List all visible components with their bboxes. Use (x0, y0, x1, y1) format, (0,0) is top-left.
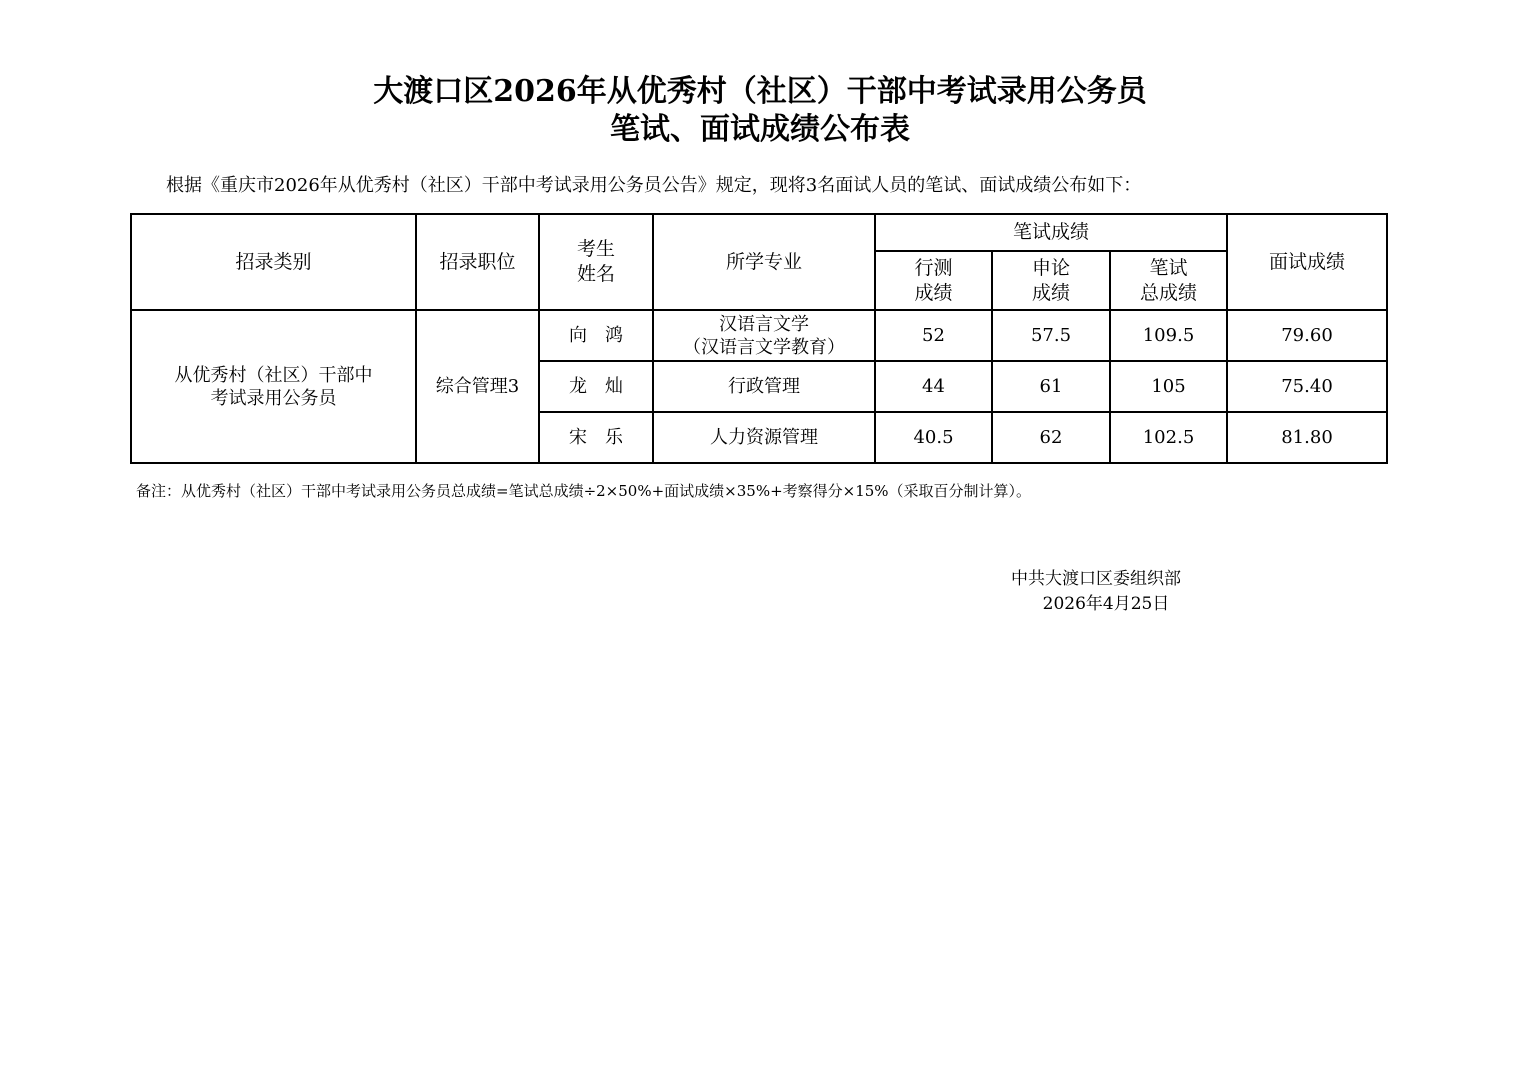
written-total-score: 105 (1110, 361, 1227, 412)
xingce-score: 52 (875, 310, 992, 361)
header-xingce-line1: 行测 (914, 256, 953, 279)
xingce-score: 40.5 (875, 412, 992, 463)
category-line1: 从优秀村（社区）干部中 (174, 364, 373, 386)
shenlun-score: 61 (992, 361, 1110, 412)
document-title-line1: 大渡口区2026年从优秀村（社区）干部中考试录用公务员 (373, 74, 1147, 109)
xingce-score: 44 (875, 361, 992, 412)
header-shenlun (992, 251, 1110, 310)
written-total-score: 102.5 (1110, 412, 1227, 463)
major-line1: 汉语言文学 (719, 313, 809, 335)
header-major: 所学专业 (653, 214, 875, 310)
candidate-name: 向 鸿 (539, 310, 653, 361)
interview-score: 81.80 (1227, 412, 1387, 463)
header-shenlun-line1: 申论 (1031, 256, 1070, 279)
interview-score: 75.40 (1227, 361, 1387, 412)
header-name-line1: 考生 (576, 238, 615, 260)
signature-organization: 中共大渡口区委组织部 (1011, 569, 1181, 589)
header-row-1 (131, 214, 1387, 251)
header-xingce-line2: 成绩 (914, 281, 953, 304)
header-position: 招录职位 (416, 214, 539, 310)
written-total-score: 109.5 (1110, 310, 1227, 361)
scores-table (130, 213, 1388, 464)
table-row (131, 310, 1387, 361)
intro-paragraph: 根据《重庆市2026年从优秀村（社区）干部中考试录用公务员公告》规定，现将3名面试人员的笔试、面试成绩公布如下： (166, 175, 1142, 196)
header-written-total-line2: 总成绩 (1139, 281, 1197, 304)
signature-date: 2026年4月25日 (1042, 594, 1170, 614)
header-name-line2: 姓名 (576, 263, 615, 285)
shenlun-score: 57.5 (992, 310, 1110, 361)
header-written-total-line1: 笔试 (1149, 256, 1188, 279)
major-cell: 行政管理 (653, 361, 875, 412)
major-line2: （汉语言文学教育） (683, 336, 845, 358)
header-category: 招录类别 (131, 214, 416, 310)
header-shenlun-line2: 成绩 (1031, 281, 1070, 304)
position-cell: 综合管理3 (416, 310, 539, 463)
candidate-name: 龙 灿 (539, 361, 653, 412)
header-written-total (1110, 251, 1227, 310)
shenlun-score: 62 (992, 412, 1110, 463)
major-cell (653, 310, 875, 361)
document-title-line2: 笔试、面试成绩公布表 (610, 112, 910, 147)
header-xingce (875, 251, 992, 310)
category-cell (131, 310, 416, 463)
footnote: 备注：从优秀村（社区）干部中考试录用公务员总成绩=笔试总成绩÷2×50%+面试成绩×35%+考察得分×15%（采取百分制计算）。 (136, 482, 1032, 500)
header-written-group: 笔试成绩 (875, 214, 1227, 251)
candidate-name: 宋 乐 (539, 412, 653, 463)
header-name (539, 214, 653, 310)
interview-score: 79.60 (1227, 310, 1387, 361)
major-cell: 人力资源管理 (653, 412, 875, 463)
header-interview: 面试成绩 (1227, 214, 1387, 310)
category-line2: 考试录用公务员 (210, 387, 337, 409)
